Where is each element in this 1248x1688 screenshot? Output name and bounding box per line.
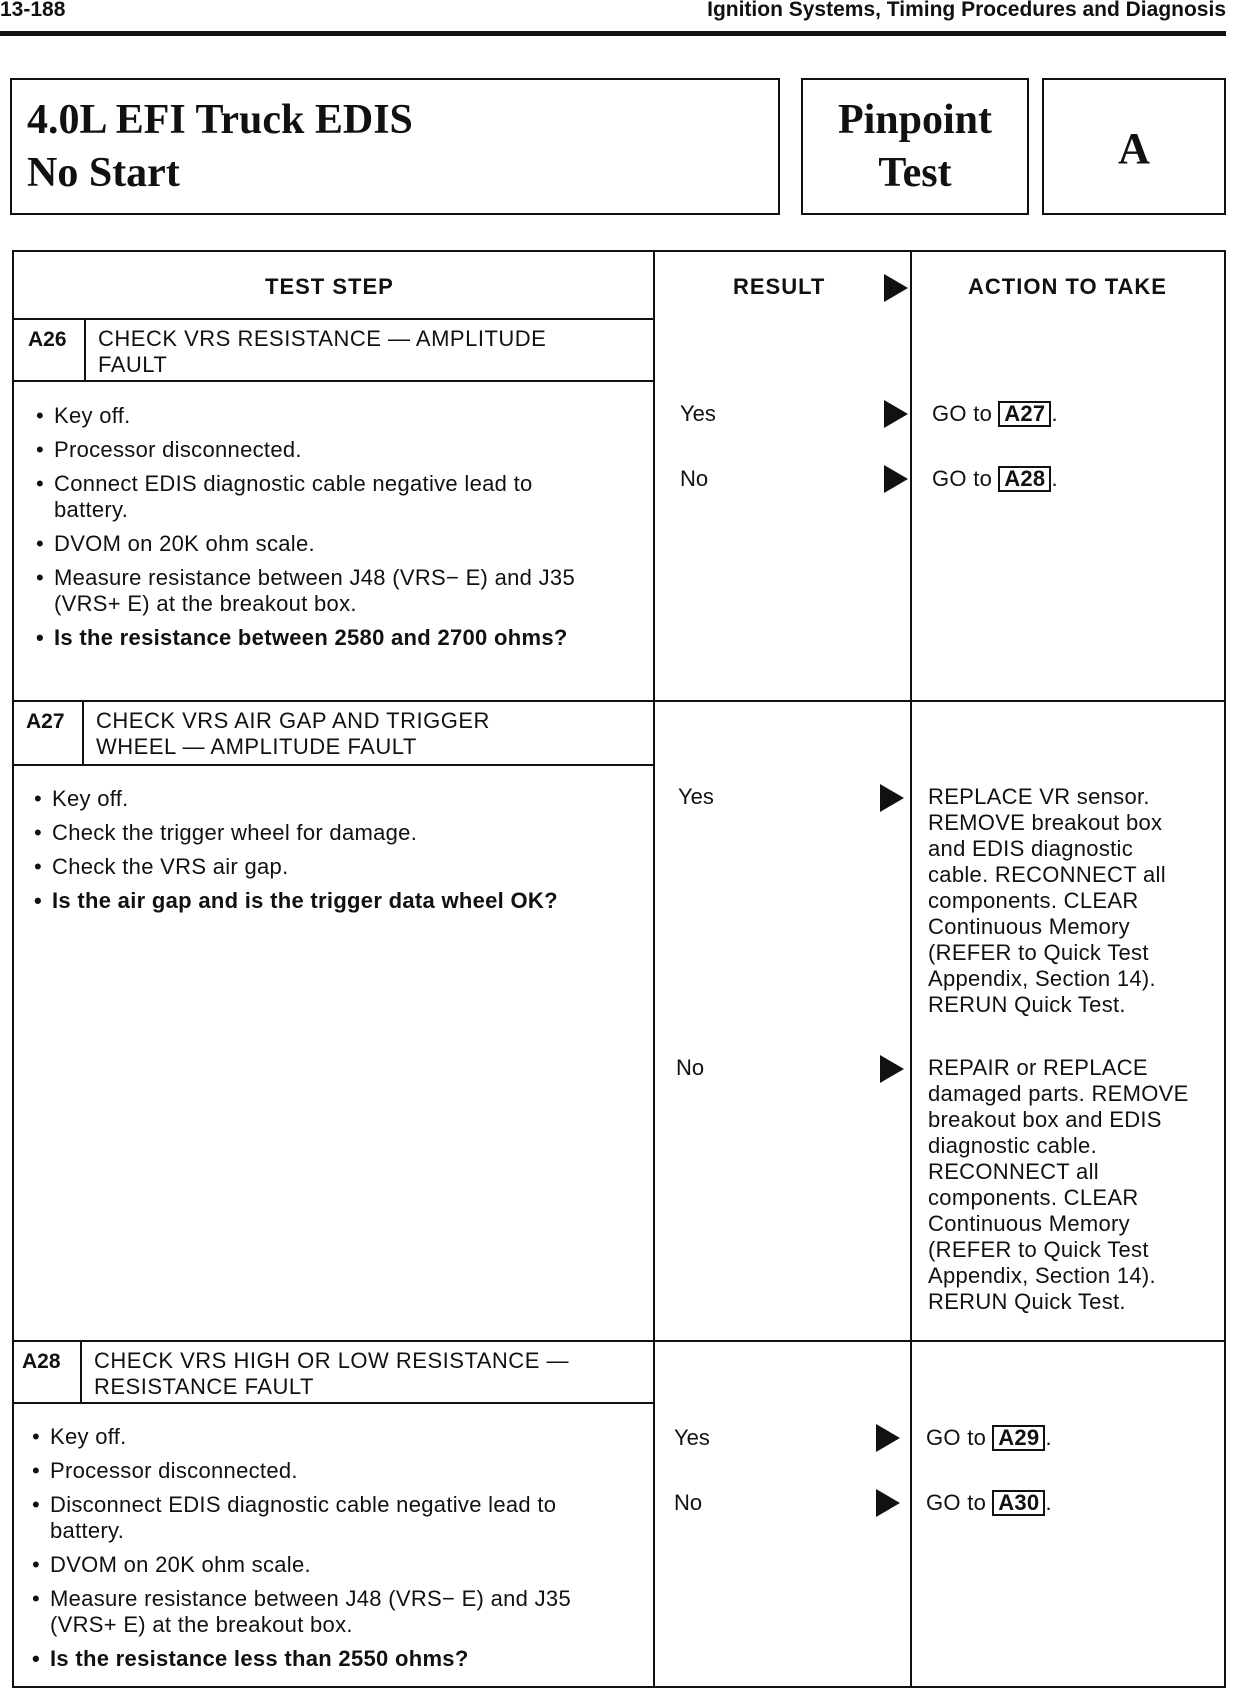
arrow-icon: [884, 400, 908, 428]
step-id-divider: [80, 1340, 82, 1402]
arrow-icon: [884, 465, 908, 493]
list-item: • Measure resistance between J48 (VRS− E) and J35 (VRS+ E) at the breakout box.: [28, 1586, 623, 1638]
step-title-line: WHEEL — AMPLITUDE FAULT: [96, 734, 417, 759]
action-text: GO to: [926, 1425, 987, 1450]
step-id-a28: A28: [22, 1350, 61, 1373]
action-text-a27-no: REPAIR or REPLACE damaged parts. REMOVE breakout box and EDIS diagnostic cable. RECONNECT all components. CLEAR Continuous Memory (REFER to Quick Test Appendix, Section 14). RERUN Quick Test.: [928, 1055, 1189, 1314]
action-goto: [926, 1425, 1052, 1451]
arrow-icon: [876, 1424, 900, 1452]
test-letter: A: [1118, 124, 1150, 173]
result-arrow-icon: [884, 274, 908, 302]
column-header-test-step: TEST STEP: [265, 274, 394, 299]
step-items-a28: [28, 1424, 623, 1680]
test-type-line2: Test: [878, 150, 952, 196]
action-suffix: .: [1051, 466, 1058, 491]
arrow-icon: [880, 784, 904, 812]
step-id-a26: A26: [28, 328, 67, 351]
step-reference[interactable]: A27: [998, 401, 1051, 427]
step-title-divider: [12, 380, 653, 382]
test-type-line1: Pinpoint: [837, 97, 993, 143]
page-header: [0, 0, 1226, 24]
action-suffix: .: [1045, 1425, 1052, 1450]
column-header-action: ACTION TO TAKE: [968, 274, 1167, 299]
step-items-a26: [32, 403, 607, 659]
action-text-a27-yes: REPLACE VR sensor. REMOVE breakout box and EDIS diagnostic cable. RECONNECT all components. CLEAR Continuous Memory (REFER to Quick Test Appendix, Section 14). RERUN Quick Test.: [928, 784, 1166, 1017]
procedure-title-line1: 4.0L EFI Truck EDIS: [27, 97, 413, 143]
action-text: GO to: [926, 1490, 987, 1515]
action-suffix: .: [1045, 1490, 1052, 1515]
step-reference[interactable]: A30: [992, 1490, 1045, 1516]
step-reference[interactable]: A28: [998, 466, 1051, 492]
procedure-title-line2: No Start: [27, 150, 180, 196]
list-item: • DVOM on 20K ohm scale.: [28, 1552, 623, 1578]
page-number: 13-188: [0, 0, 66, 21]
action-text: GO to: [932, 401, 993, 426]
step-title-a28: [94, 1348, 569, 1400]
result-yes: Yes: [680, 401, 716, 426]
test-type-box: [801, 78, 1029, 215]
col-divider-result: [653, 250, 655, 1688]
step-title-line: CHECK VRS HIGH OR LOW RESISTANCE —: [94, 1348, 569, 1373]
list-item: • Measure resistance between J48 (VRS− E) and J35 (VRS+ E) at the breakout box.: [32, 565, 607, 617]
list-item: • DVOM on 20K ohm scale.: [32, 531, 607, 557]
list-item-question: • Is the resistance less than 2550 ohms?: [28, 1646, 623, 1672]
list-item: • Processor disconnected.: [28, 1458, 623, 1484]
section-title: Ignition Systems, Timing Procedures and Diagnosis: [707, 0, 1226, 21]
step-title-divider: [12, 764, 653, 766]
list-item: • Processor disconnected.: [32, 437, 607, 463]
list-item-question: • Is the resistance between 2580 and 2700 ohms?: [32, 625, 607, 651]
result-no: No: [676, 1055, 705, 1080]
step-reference[interactable]: A29: [992, 1425, 1045, 1451]
action-text: GO to: [932, 466, 993, 491]
action-goto: [932, 466, 1058, 492]
list-item: • Check the trigger wheel for damage.: [30, 820, 605, 846]
step-id-a27: A27: [26, 710, 65, 733]
result-yes: Yes: [674, 1425, 710, 1450]
step-title-divider: [12, 1402, 653, 1404]
header-rule: [0, 31, 1226, 36]
list-item: • Key off.: [30, 786, 605, 812]
list-item: • Key off.: [28, 1424, 623, 1450]
action-goto: [926, 1490, 1052, 1516]
list-item: • Disconnect EDIS diagnostic cable negative lead to battery.: [28, 1492, 623, 1544]
list-item: • Check the VRS air gap.: [30, 854, 605, 880]
list-item: • Connect EDIS diagnostic cable negative lead to battery.: [32, 471, 607, 523]
column-header-result: RESULT: [733, 274, 826, 299]
step-title-a26: [98, 326, 546, 378]
header-divider: [12, 318, 653, 320]
result-yes: Yes: [678, 784, 714, 809]
step-title-line: CHECK VRS AIR GAP AND TRIGGER: [96, 708, 490, 733]
step-divider: [12, 1340, 1226, 1342]
result-no: No: [674, 1490, 703, 1515]
list-item: • Key off.: [32, 403, 607, 429]
step-title-line: FAULT: [98, 352, 168, 377]
test-letter-box: [1042, 78, 1226, 215]
step-items-a27: [30, 786, 605, 922]
col-divider-action: [910, 250, 912, 1688]
arrow-icon: [876, 1489, 900, 1517]
step-title-a27: [96, 708, 490, 760]
list-item-question: • Is the air gap and is the trigger data wheel OK?: [30, 888, 605, 914]
step-title-line: RESISTANCE FAULT: [94, 1374, 314, 1399]
procedure-title-box: [10, 78, 780, 215]
step-id-divider: [84, 318, 86, 380]
step-id-divider: [82, 700, 84, 764]
step-title-line: CHECK VRS RESISTANCE — AMPLITUDE: [98, 326, 547, 351]
step-divider: [12, 700, 1226, 702]
arrow-icon: [880, 1055, 904, 1083]
action-suffix: .: [1051, 401, 1058, 426]
action-goto: [932, 401, 1058, 427]
result-no: No: [680, 466, 709, 491]
